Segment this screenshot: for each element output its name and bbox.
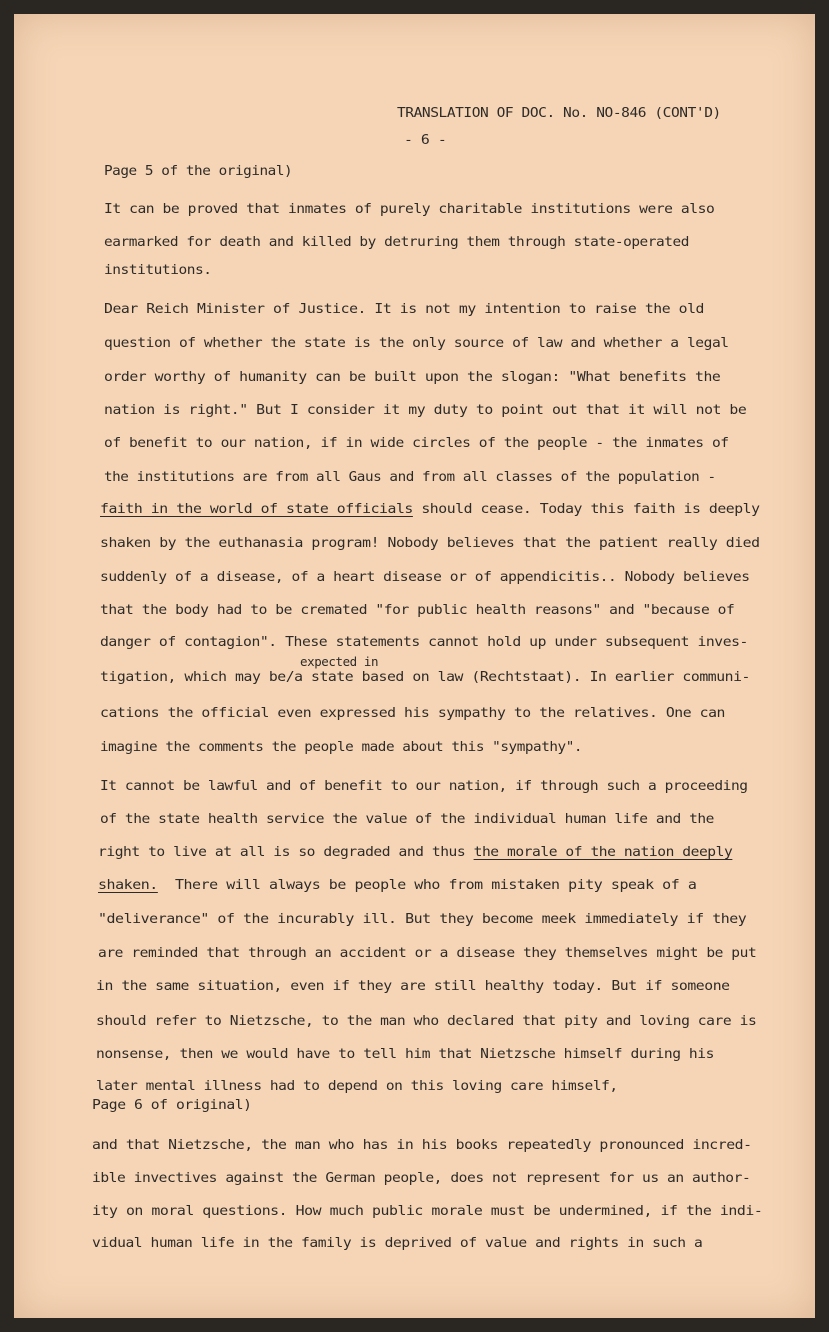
paragraph-line: "deliverance" of the incurably ill. But they become meek immediately if they <box>98 912 747 927</box>
line-text: There will always be people who from mistaken pity speak of a <box>157 878 697 893</box>
paragraph-line: Dear Reich Minister of Justice. It is not my intention to raise the old <box>104 302 704 317</box>
paragraph-line: order worthy of humanity can be built upon the slogan: "What benefits the <box>104 370 721 385</box>
underlined-phrase: the morale of the nation deeply <box>473 845 733 860</box>
paragraph-line: later mental illness had to depend on this loving care himself, <box>96 1079 618 1094</box>
underlined-phrase: shaken. <box>98 878 158 893</box>
paragraph-line: It cannot be lawful and of benefit to our nation, if through such a proceeding <box>100 779 748 794</box>
paragraph-line: tigation, which may be/a state based on law (Rechtstaat). In earlier communi- <box>100 670 750 685</box>
paragraph-line: question of whether the state is the only source of law and whether a legal <box>104 336 729 351</box>
paragraph-line: danger of contagion". These statements cannot hold up under subsequent inves- <box>100 635 748 650</box>
line-text: right to live at all is so degraded and thus <box>98 845 474 860</box>
paragraph-line: imagine the comments the people made about this "sympathy". <box>100 740 583 755</box>
paragraph-line <box>98 878 696 893</box>
paragraph-line: suddenly of a disease, of a heart disease or of appendicitis.. Nobody believes <box>100 570 750 585</box>
paragraph-line: institutions. <box>104 263 212 278</box>
paragraph-line: and that Nietzsche, the man who has in his books repeatedly pronounced incred- <box>92 1138 752 1153</box>
paragraph-line: ity on moral questions. How much public morale must be undermined, if the indi- <box>92 1204 763 1219</box>
original-page-marker: Page 5 of the original) <box>104 164 293 179</box>
page-number: - 6 - <box>404 133 447 148</box>
document-page <box>14 14 815 1318</box>
line-text: should cease. Today this faith is deeply <box>412 502 760 517</box>
paragraph-line: in the same situation, even if they are still healthy today. But if someone <box>96 979 730 994</box>
paragraph-line: that the body had to be cremated "for public health reasons" and "because of <box>100 603 735 618</box>
paragraph-line <box>98 845 732 860</box>
paragraph-line: nonsense, then we would have to tell him that Nietzsche himself during his <box>96 1047 714 1062</box>
paragraph-line: nation is right." But I consider it my duty to point out that it will not be <box>104 403 747 418</box>
paragraph-line: earmarked for death and killed by detruring them through state-operated <box>104 235 689 250</box>
paragraph-line: of benefit to our nation, if in wide circles of the people - the inmates of <box>104 436 729 451</box>
paragraph-line: ible invectives against the German people, does not represent for us an author- <box>92 1171 751 1186</box>
paragraph-line: shaken by the euthanasia program! Nobody believes that the patient really died <box>100 536 760 551</box>
paragraph-line <box>100 502 760 517</box>
document-title: TRANSLATION OF DOC. No. NO-846 (CONT'D) <box>397 106 721 121</box>
paragraph-line: It can be proved that inmates of purely charitable institutions were also <box>104 202 715 217</box>
paragraph-line: of the state health service the value of the individual human life and the <box>100 812 714 827</box>
original-page-marker: Page 6 of original) <box>92 1098 252 1113</box>
underlined-phrase: faith in the world of state officials <box>100 502 413 517</box>
handwritten-insertion: expected in <box>300 655 379 669</box>
paragraph-line: should refer to Nietzsche, to the man who declared that pity and loving care is <box>96 1014 757 1029</box>
paragraph-line: are reminded that through an accident or a disease they themselves might be put <box>98 946 757 961</box>
paragraph-line: vidual human life in the family is deprived of value and rights in such a <box>92 1236 703 1251</box>
paragraph-line: the institutions are from all Gaus and from all classes of the population - <box>104 470 716 485</box>
paragraph-line: cations the official even expressed his sympathy to the relatives. One can <box>100 706 725 721</box>
